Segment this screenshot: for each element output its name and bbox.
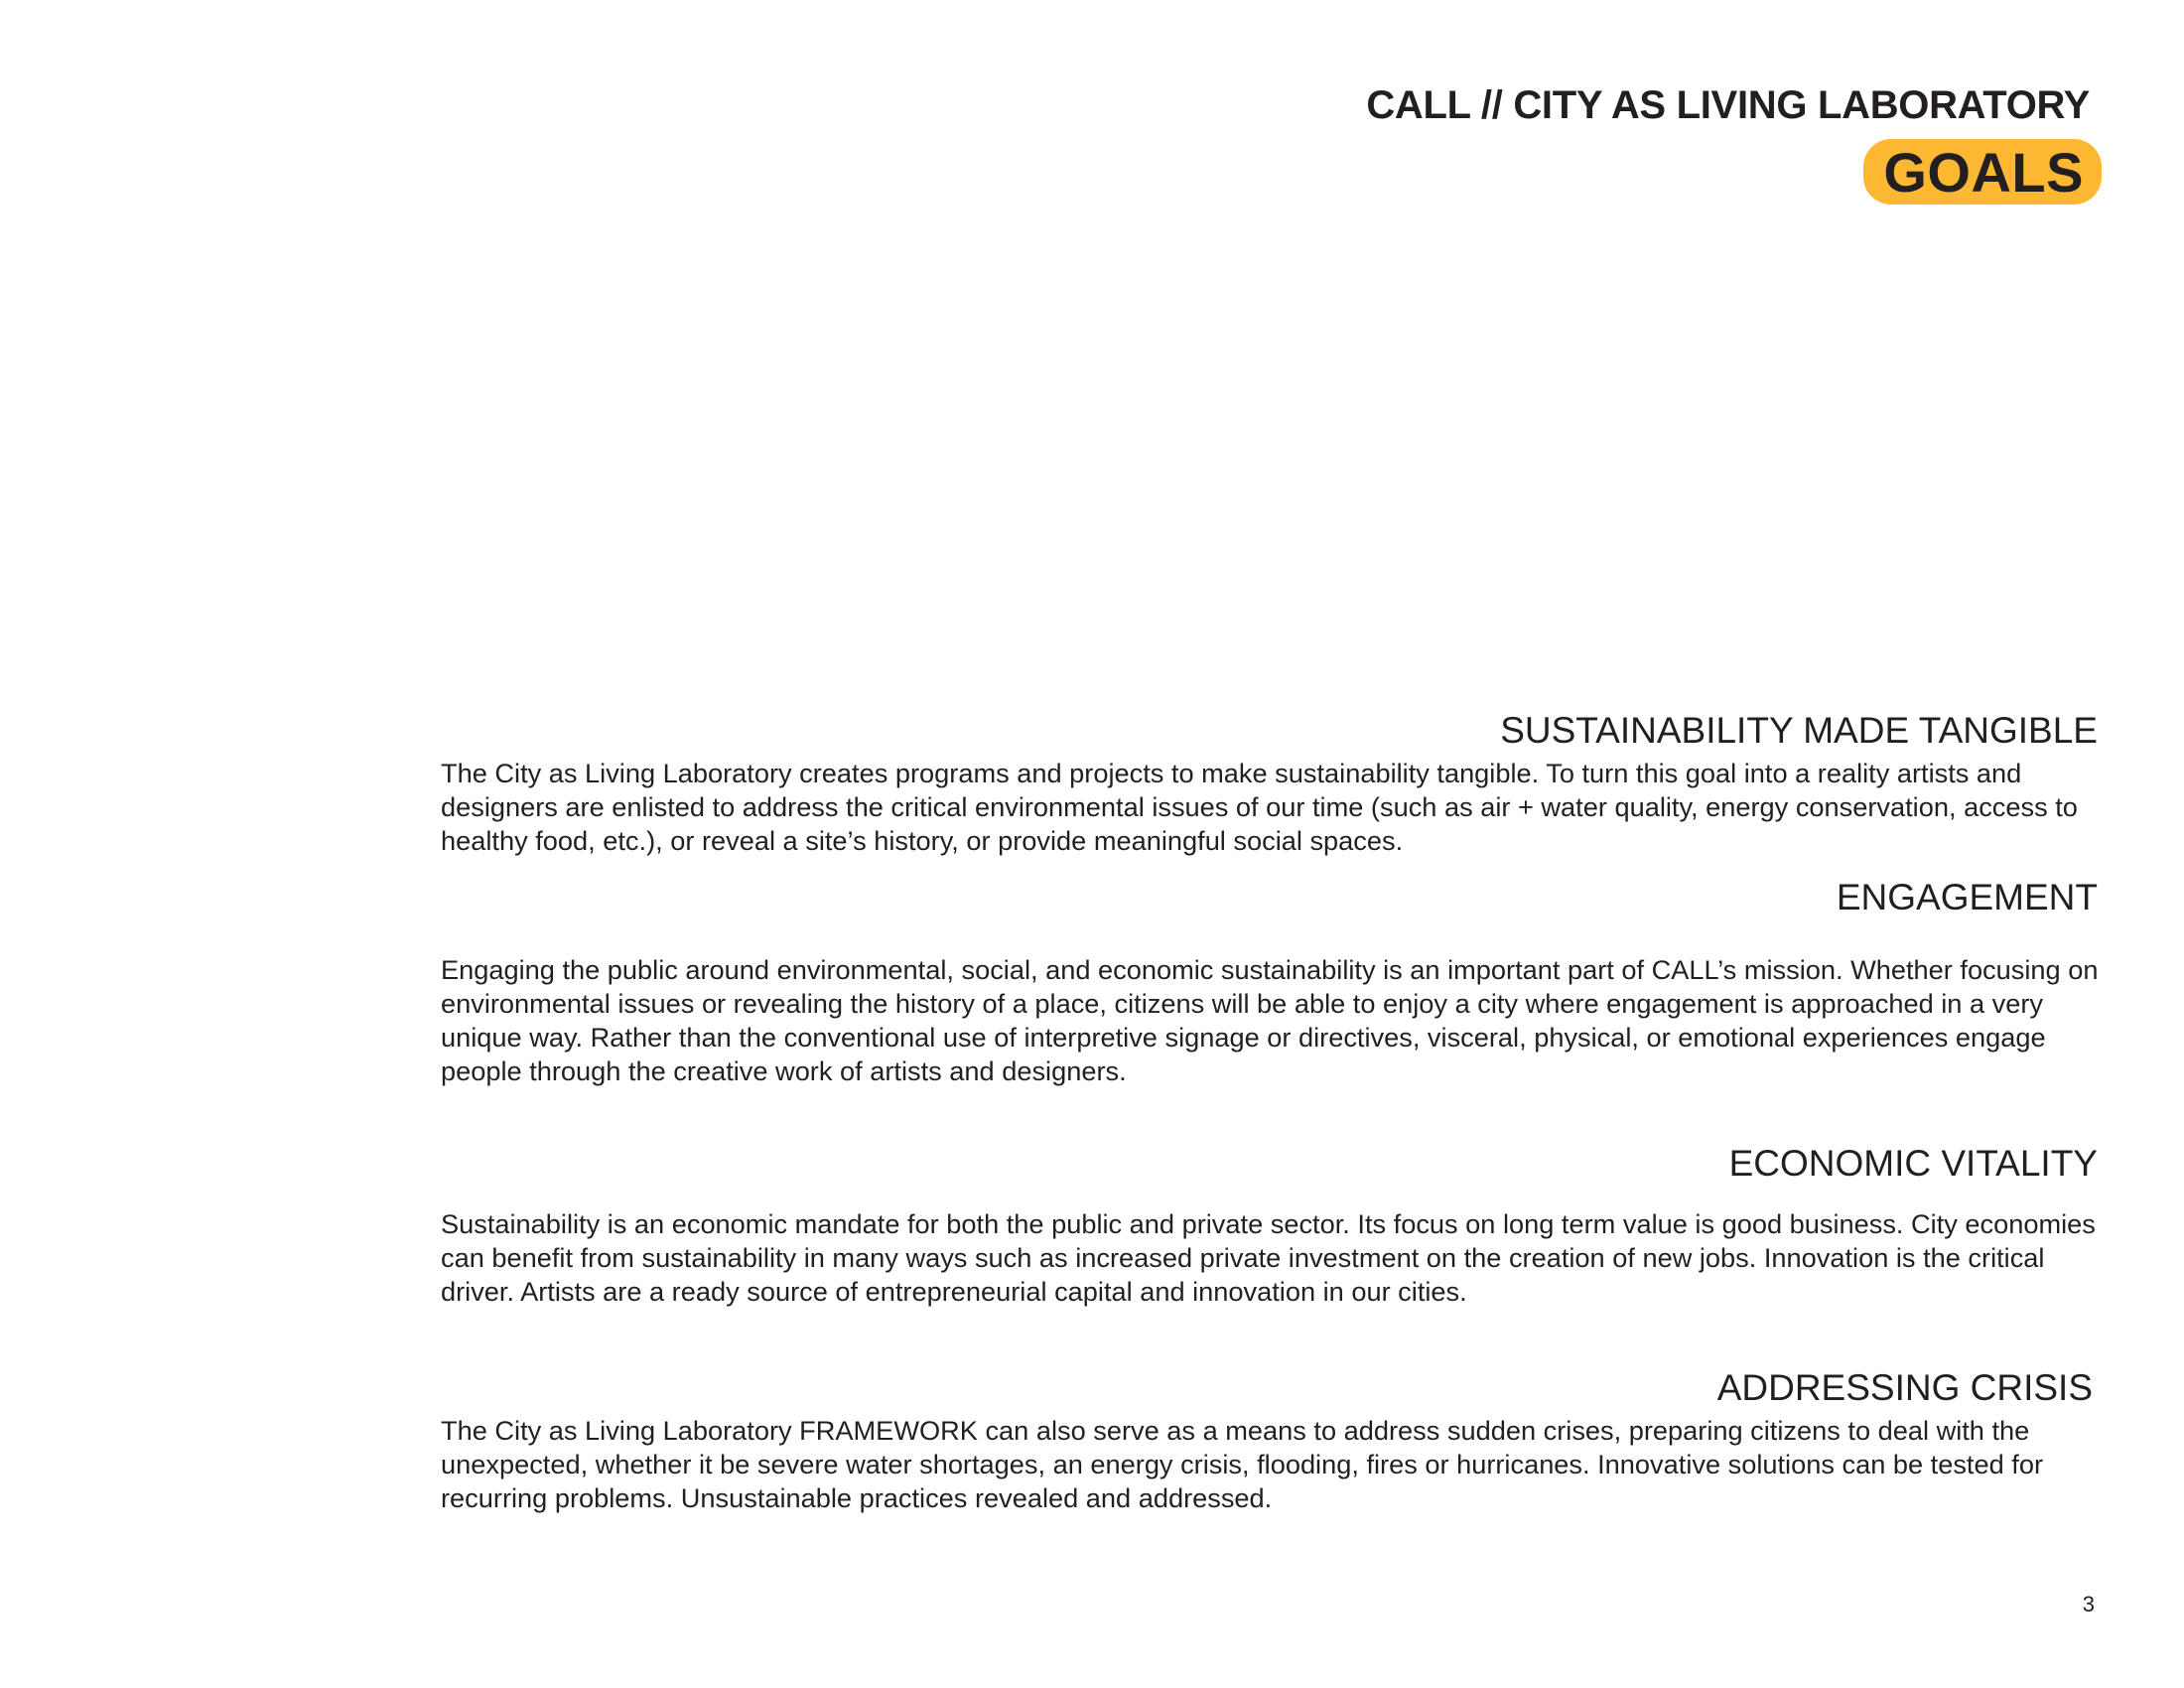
section-body: Sustainability is an economic mandate for both the public and private sector. Its focus on long term value is good business. City economies can benefit from sustainability in many ways such as increased private investment on the creation of new jobs. Innovation is the critical driver. Artists are a ready source of entrepreneurial capital and innovation in our cities. (441, 1208, 2096, 1307)
section-addressing-crisis (441, 1366, 2105, 1515)
section-heading: ADDRESSING CRISIS (1716, 1367, 2093, 1408)
section-sustainability (441, 709, 2105, 858)
section-heading: SUSTAINABILITY MADE TANGIBLE (1500, 710, 2098, 751)
section-economic-vitality (441, 1142, 2105, 1309)
page-number: 3 (2082, 1592, 2095, 1617)
goals-badge: GOALS (1863, 139, 2102, 205)
section-engagement (441, 876, 2105, 1088)
section-heading: ECONOMIC VITALITY (1728, 1143, 2098, 1184)
section-body: The City as Living Laboratory FRAMEWORK can also serve as a means to address sudden crises, preparing citizens to deal with the unexpected, whether it be severe water shortages, an energy crisis, flooding, fires or hurricanes. Innovative solutions can be tested for recurring problems. Unsustainable practices revealed and addressed. (441, 1415, 2044, 1513)
section-heading: ENGAGEMENT (1836, 877, 2098, 917)
section-body: The City as Living Laboratory creates programs and projects to make sustainability tangible. To turn this goal into a reality artists and designers are enlisted to address the critical environmental issues of our time (such as air + water quality, energy conservation, access to healthy food, etc.), or reveal a site’s history, or provide meaningful social spaces. (441, 758, 2078, 856)
section-body: Engaging the public around environmental, social, and economic sustainability is an important part of CALL’s mission. Whether focusing on environmental issues or revealing the history of a place, citizens will be able to enjoy a city where engagement is approached in a very unique way. Rather than the conventional use of interpretive signage or directives, visceral, physical, or emotional experiences engage people through the creative work of artists and designers. (441, 954, 2099, 1086)
document-title: CALL // CITY AS LIVING LABORATORY (1366, 83, 2090, 127)
page-header (1366, 85, 2090, 205)
